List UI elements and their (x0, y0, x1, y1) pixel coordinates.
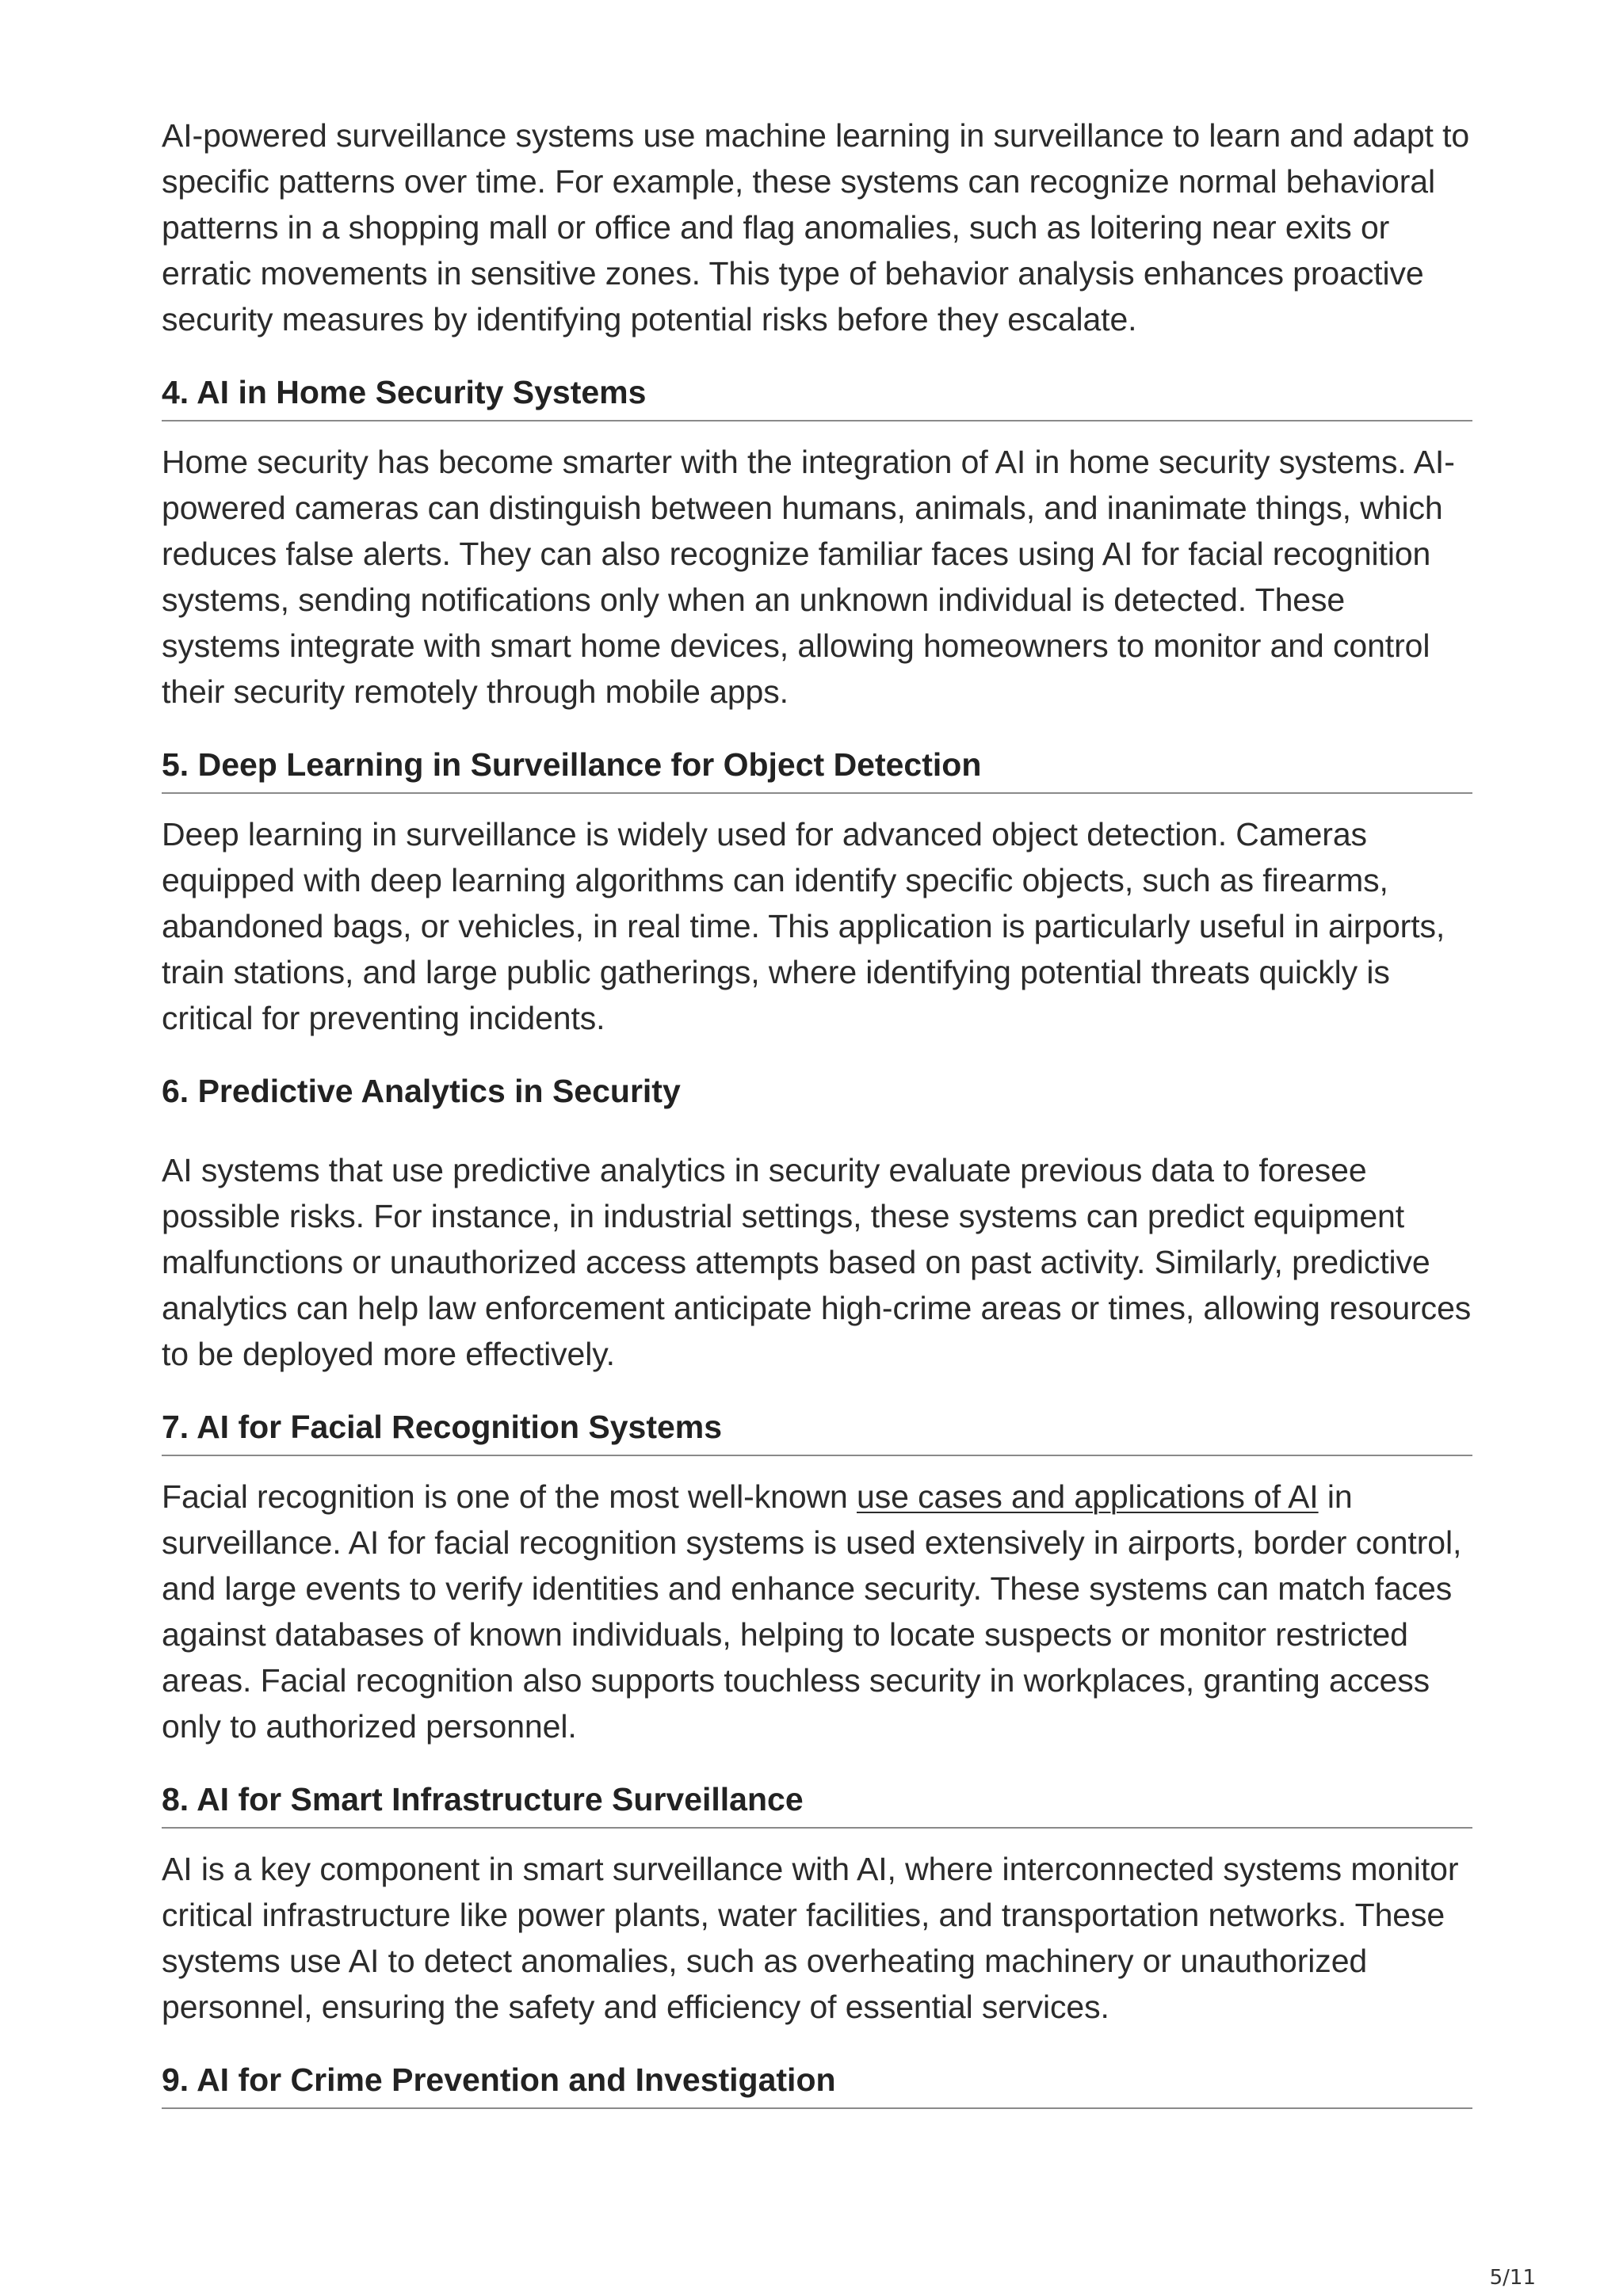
facial-recognition-text-after-link: in surveillance. AI for facial recognition systems is used extensively in airports, border control, and large events to verify identities and enhance security. These systems can match faces against databases of known individuals, helping to locate suspects or monitor restricted areas. Facial recognition also supports touchless security in workplaces, granting access only to authorized personnel. (162, 1478, 1462, 1745)
facial-recognition-text-before-link: Facial recognition is one of the most well-known (162, 1478, 857, 1515)
section-body-object-detection: Deep learning in surveillance is widely used for advanced object detection. Cameras equipped with deep learning algorithms can identify specific objects, such as firearms, abandoned bags, or vehicles, in real time. This application is particularly useful in airports, train stations, and large public gatherings, where identifying potential threats quickly is critical for preventing incidents. (162, 816, 1445, 1036)
section-heading-object-detection: 5. Deep Learning in Surveillance for Object Detection (162, 742, 1472, 794)
intro-paragraph: AI-powered surveillance systems use machine learning in surveillance to learn and adapt to specific patterns over time. For example, these systems can recognize normal behavioral patterns in a shopping mall or office and flag anomalies, such as loitering near exits or erratic movements in sensitive zones. This type of behavior analysis enhances proactive security measures by identifying potential risks before they escalate. (162, 117, 1470, 338)
page-number: 5/11 (1489, 2266, 1536, 2290)
section-heading-predictive-analytics: 6. Predictive Analytics in Security (162, 1073, 681, 1109)
use-cases-applications-link[interactable]: use cases and applications of AI (857, 1478, 1319, 1515)
section-body-home-security: Home security has become smarter with the integration of AI in home security systems. AI-powered cameras can distinguish between humans, animals, and inanimate things, which reduces false alerts. They can also recognize familiar faces using AI for facial recognition systems, sending notifications only when an unknown individual is detected. These systems integrate with smart home devices, allowing homeowners to monitor and control their security remotely through mobile apps. (162, 444, 1455, 710)
section-body-predictive-analytics: AI systems that use predictive analytics in security evaluate previous data to foresee possible risks. For instance, in industrial settings, these systems can predict equipment malfunctions or unauthorized access attempts based on past activity. Similarly, predictive analytics can help law enforcement anticipate high-crime areas or times, allowing resources to be deployed more effectively. (162, 1152, 1472, 1372)
article-content (162, 113, 1472, 2109)
section-heading-facial-recognition: 7. AI for Facial Recognition Systems (162, 1404, 1472, 1456)
section-heading-crime-prevention: 9. AI for Crime Prevention and Investigation (162, 2057, 1472, 2109)
section-heading-home-security: 4. AI in Home Security Systems (162, 369, 1472, 421)
section-body-smart-infrastructure: AI is a key component in smart surveillance with AI, where interconnected systems monitor critical infrastructure like power plants, water facilities, and transportation networks. These systems use AI to detect anomalies, such as overheating machinery or unauthorized personnel, ensuring the safety and efficiency of essential services. (162, 1851, 1459, 2025)
section-body-facial-recognition (162, 1474, 1472, 1749)
section-heading-smart-infrastructure: 8. AI for Smart Infrastructure Surveillance (162, 1776, 1472, 1829)
